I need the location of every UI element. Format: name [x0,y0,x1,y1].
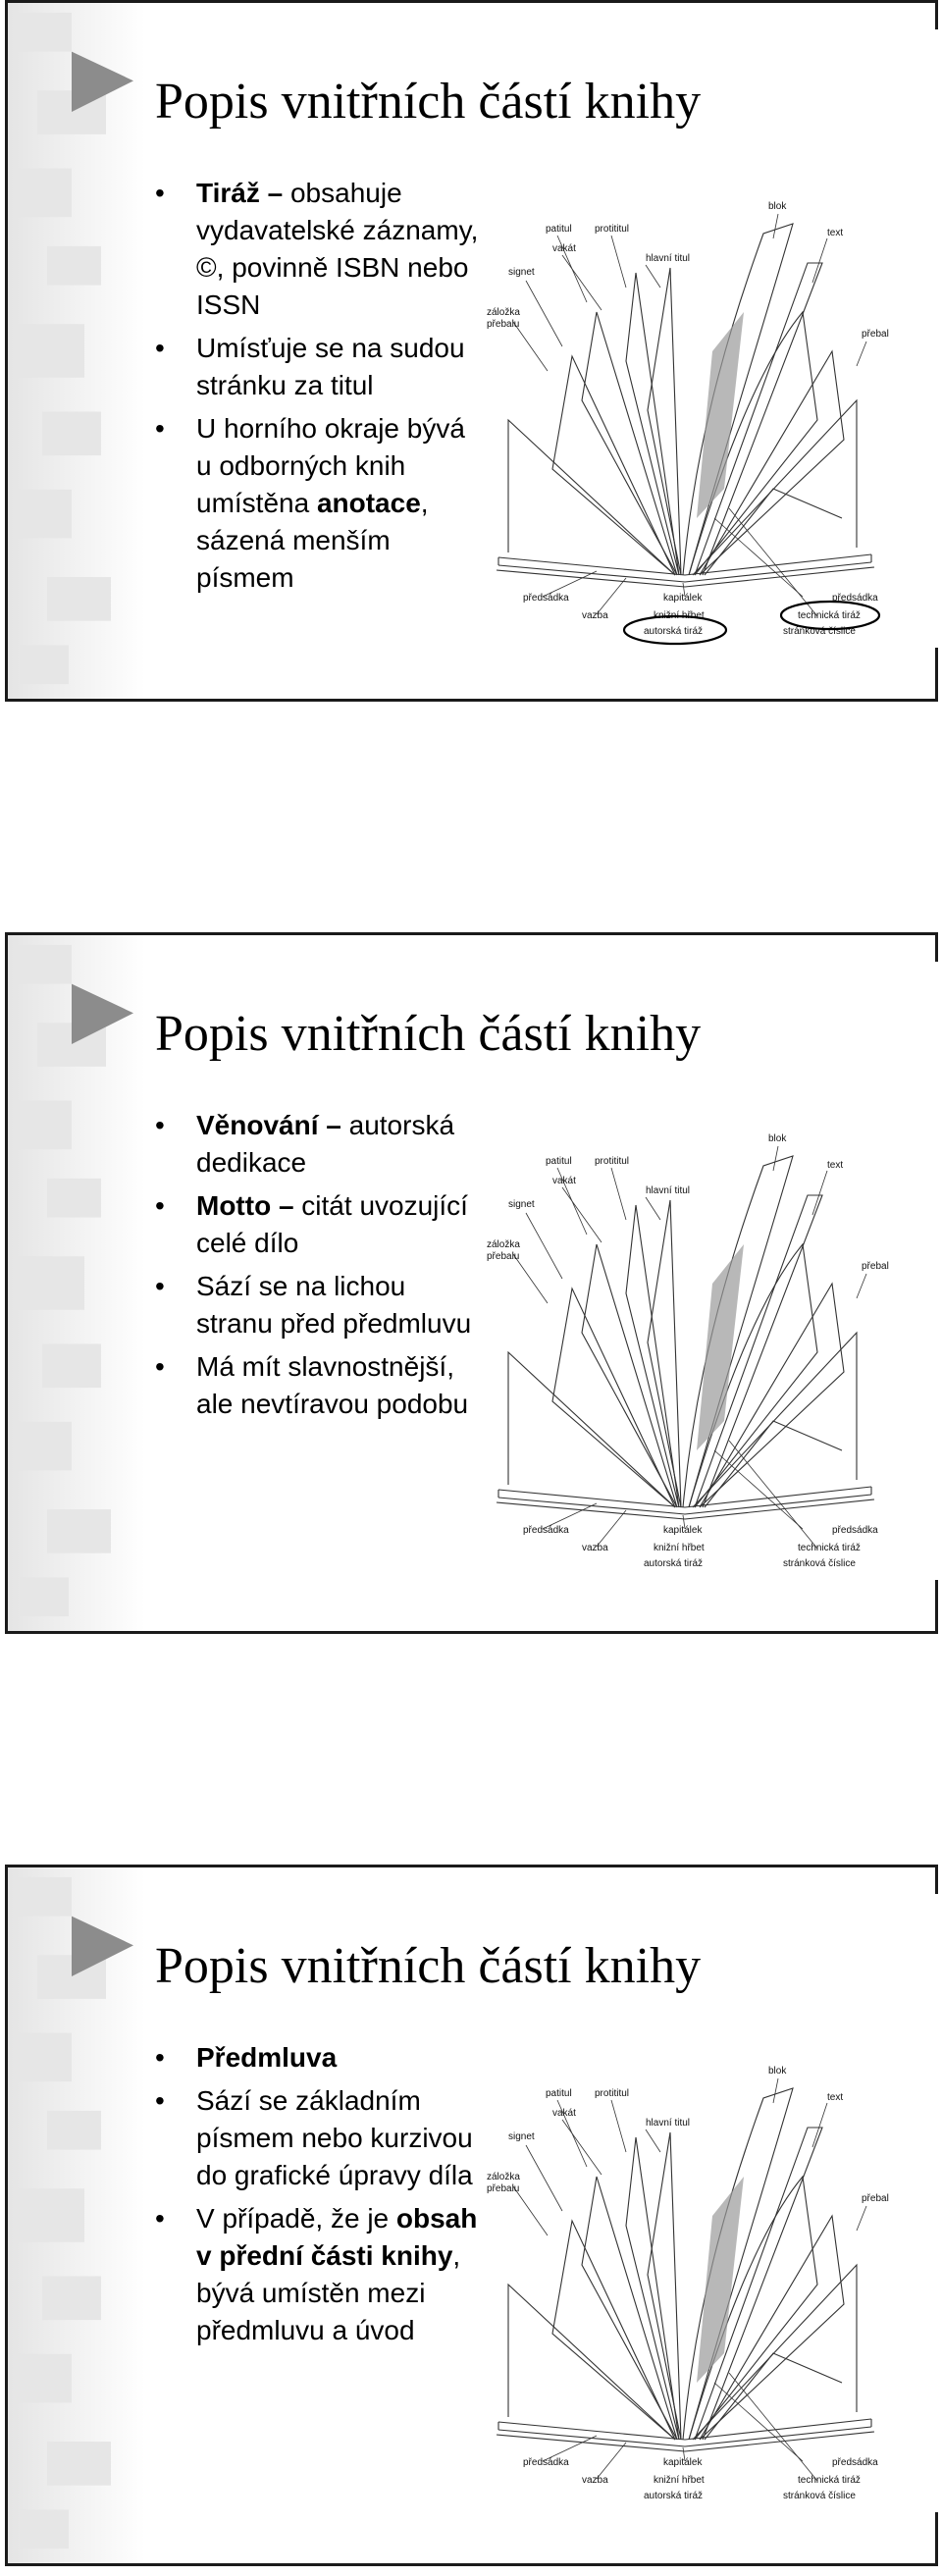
label-prebalu: přebalu [487,1251,520,1262]
label-predsadka-left: předsádka [523,593,569,604]
label-vakat: vakát [552,243,576,254]
label-protititul: protititul [595,2088,630,2099]
label-signet: signet [508,1199,535,1210]
bullet-bold-text: Motto – [196,1190,294,1221]
bullet-bold-text: obsah v přední části knihy [196,2203,478,2271]
bullet-list [155,2039,479,2355]
slide-title: Popis vnitřních částí knihy [155,1938,702,1994]
label-knizni-hrbet: knižní hřbet [654,1543,705,1553]
bullet-bold-text: Věnování – [196,1110,341,1140]
label-blok: blok [768,1133,787,1144]
label-prebalu: přebalu [487,319,520,330]
label-text: text [827,1160,844,1171]
label-kapitalek: kapitálek [663,593,703,604]
label-autorska-tiraz: autorská tiráž [644,1558,704,1569]
bullet-list [155,1107,479,1429]
bullet-item [155,1187,479,1262]
label-protititul: protititul [595,1156,630,1167]
label-predsadka-right: předsádka [832,1525,878,1536]
label-zalozka: záložka [487,307,520,318]
slide-2 [5,932,935,1634]
label-protititul: protititul [595,224,630,235]
bullet-bold-text: Tiráž – [196,178,290,208]
label-prebal: přebal [862,1261,889,1272]
bullet-text: obsahuje vydavatelské záznamy, ©, povinně ISBN nebo ISSN [196,178,479,320]
label-prebal: přebal [862,329,889,340]
bullet-item [155,1268,479,1342]
slide-1 [5,0,935,702]
label-strankova-cislice: stránková číslice [783,626,856,637]
label-strankova-cislice: stránková číslice [783,2491,856,2501]
bullet-text: Umísťuje se na sudou stránku za titul [196,333,465,400]
label-zalozka: záložka [487,1239,520,1250]
bullet-text: Má mít slavnostnější, ale nevtíravou podobu [196,1351,469,1419]
bullet-text: autorská dedikace [196,1110,455,1178]
label-blok: blok [768,2066,787,2077]
label-prebalu: přebalu [487,2183,520,2194]
label-patitul: patitul [546,1156,572,1167]
book-parts-diagram [479,194,916,656]
bullet-bold-text: anotace [316,488,421,518]
slide-decoration [8,3,145,699]
label-hlavni-titul: hlavní titul [646,253,691,264]
bullet-item [155,2200,479,2349]
bullet-item [155,410,479,597]
bullet-text: U horního okraje bývá u odborných knih umístěna [196,413,465,518]
label-kapitalek: kapitálek [663,1525,703,1536]
label-signet: signet [508,267,535,278]
label-kapitalek: kapitálek [663,2457,703,2468]
label-vazba: vazba [582,1543,608,1553]
bullet-item [155,2039,479,2077]
label-knizni-hrbet: knižní hřbet [654,2475,705,2486]
slide-decoration [8,935,145,1631]
label-text: text [827,2092,844,2103]
bullet-item [155,330,479,404]
label-vazba: vazba [582,2475,608,2486]
slide-title: Popis vnitřních částí knihy [155,1006,702,1062]
bullet-item [155,1107,479,1182]
bullet-text: , sázená menším písmem [196,488,429,593]
label-predsadka-right: předsádka [832,593,878,604]
label-signet: signet [508,2131,535,2142]
bullet-list [155,175,479,603]
bullet-text: Sází se základním písmem nebo kurzivou do grafické úpravy díla [196,2085,473,2190]
bullet-item [155,2082,479,2194]
label-predsadka-right: předsádka [832,2457,878,2468]
label-predsadka-left: předsádka [523,2457,569,2468]
bullet-text: , bývá umístěn mezi předmluvu a úvod [196,2240,461,2345]
bullet-bold-text: Předmluva [196,2042,338,2073]
label-knizni-hrbet: knižní hřbet [654,610,705,621]
label-vakat: vakát [552,1176,576,1186]
bullet-item [155,175,479,324]
label-text: text [827,228,844,238]
label-vakat: vakát [552,2108,576,2119]
label-technicka-tiraz: technická tiráž [798,2475,861,2486]
label-autorska-tiraz: autorská tiráž [644,2491,704,2501]
label-vazba: vazba [582,610,608,621]
slide-title: Popis vnitřních částí knihy [155,74,702,130]
label-zalozka: záložka [487,2172,520,2182]
bullet-text: V případě, že je [196,2203,396,2234]
label-prebal: přebal [862,2193,889,2204]
book-parts-diagram [479,2059,916,2520]
bullet-item [155,1348,479,1423]
label-hlavni-titul: hlavní titul [646,2118,691,2129]
label-patitul: patitul [546,2088,572,2099]
label-technicka-tiraz: technická tiráž [798,1543,861,1553]
label-predsadka-left: předsádka [523,1525,569,1536]
slide-decoration [8,1867,145,2563]
label-patitul: patitul [546,224,572,235]
label-technicka-tiraz: technická tiráž [798,610,861,621]
bullet-text: citát uvozující celé dílo [196,1190,468,1258]
book-parts-diagram [479,1127,916,1588]
label-blok: blok [768,201,787,212]
slide-3 [5,1865,935,2566]
label-autorska-tiraz: autorská tiráž [644,626,704,637]
label-hlavni-titul: hlavní titul [646,1185,691,1196]
label-strankova-cislice: stránková číslice [783,1558,856,1569]
bullet-text: Sází se na lichou stranu před předmluvu [196,1271,472,1339]
